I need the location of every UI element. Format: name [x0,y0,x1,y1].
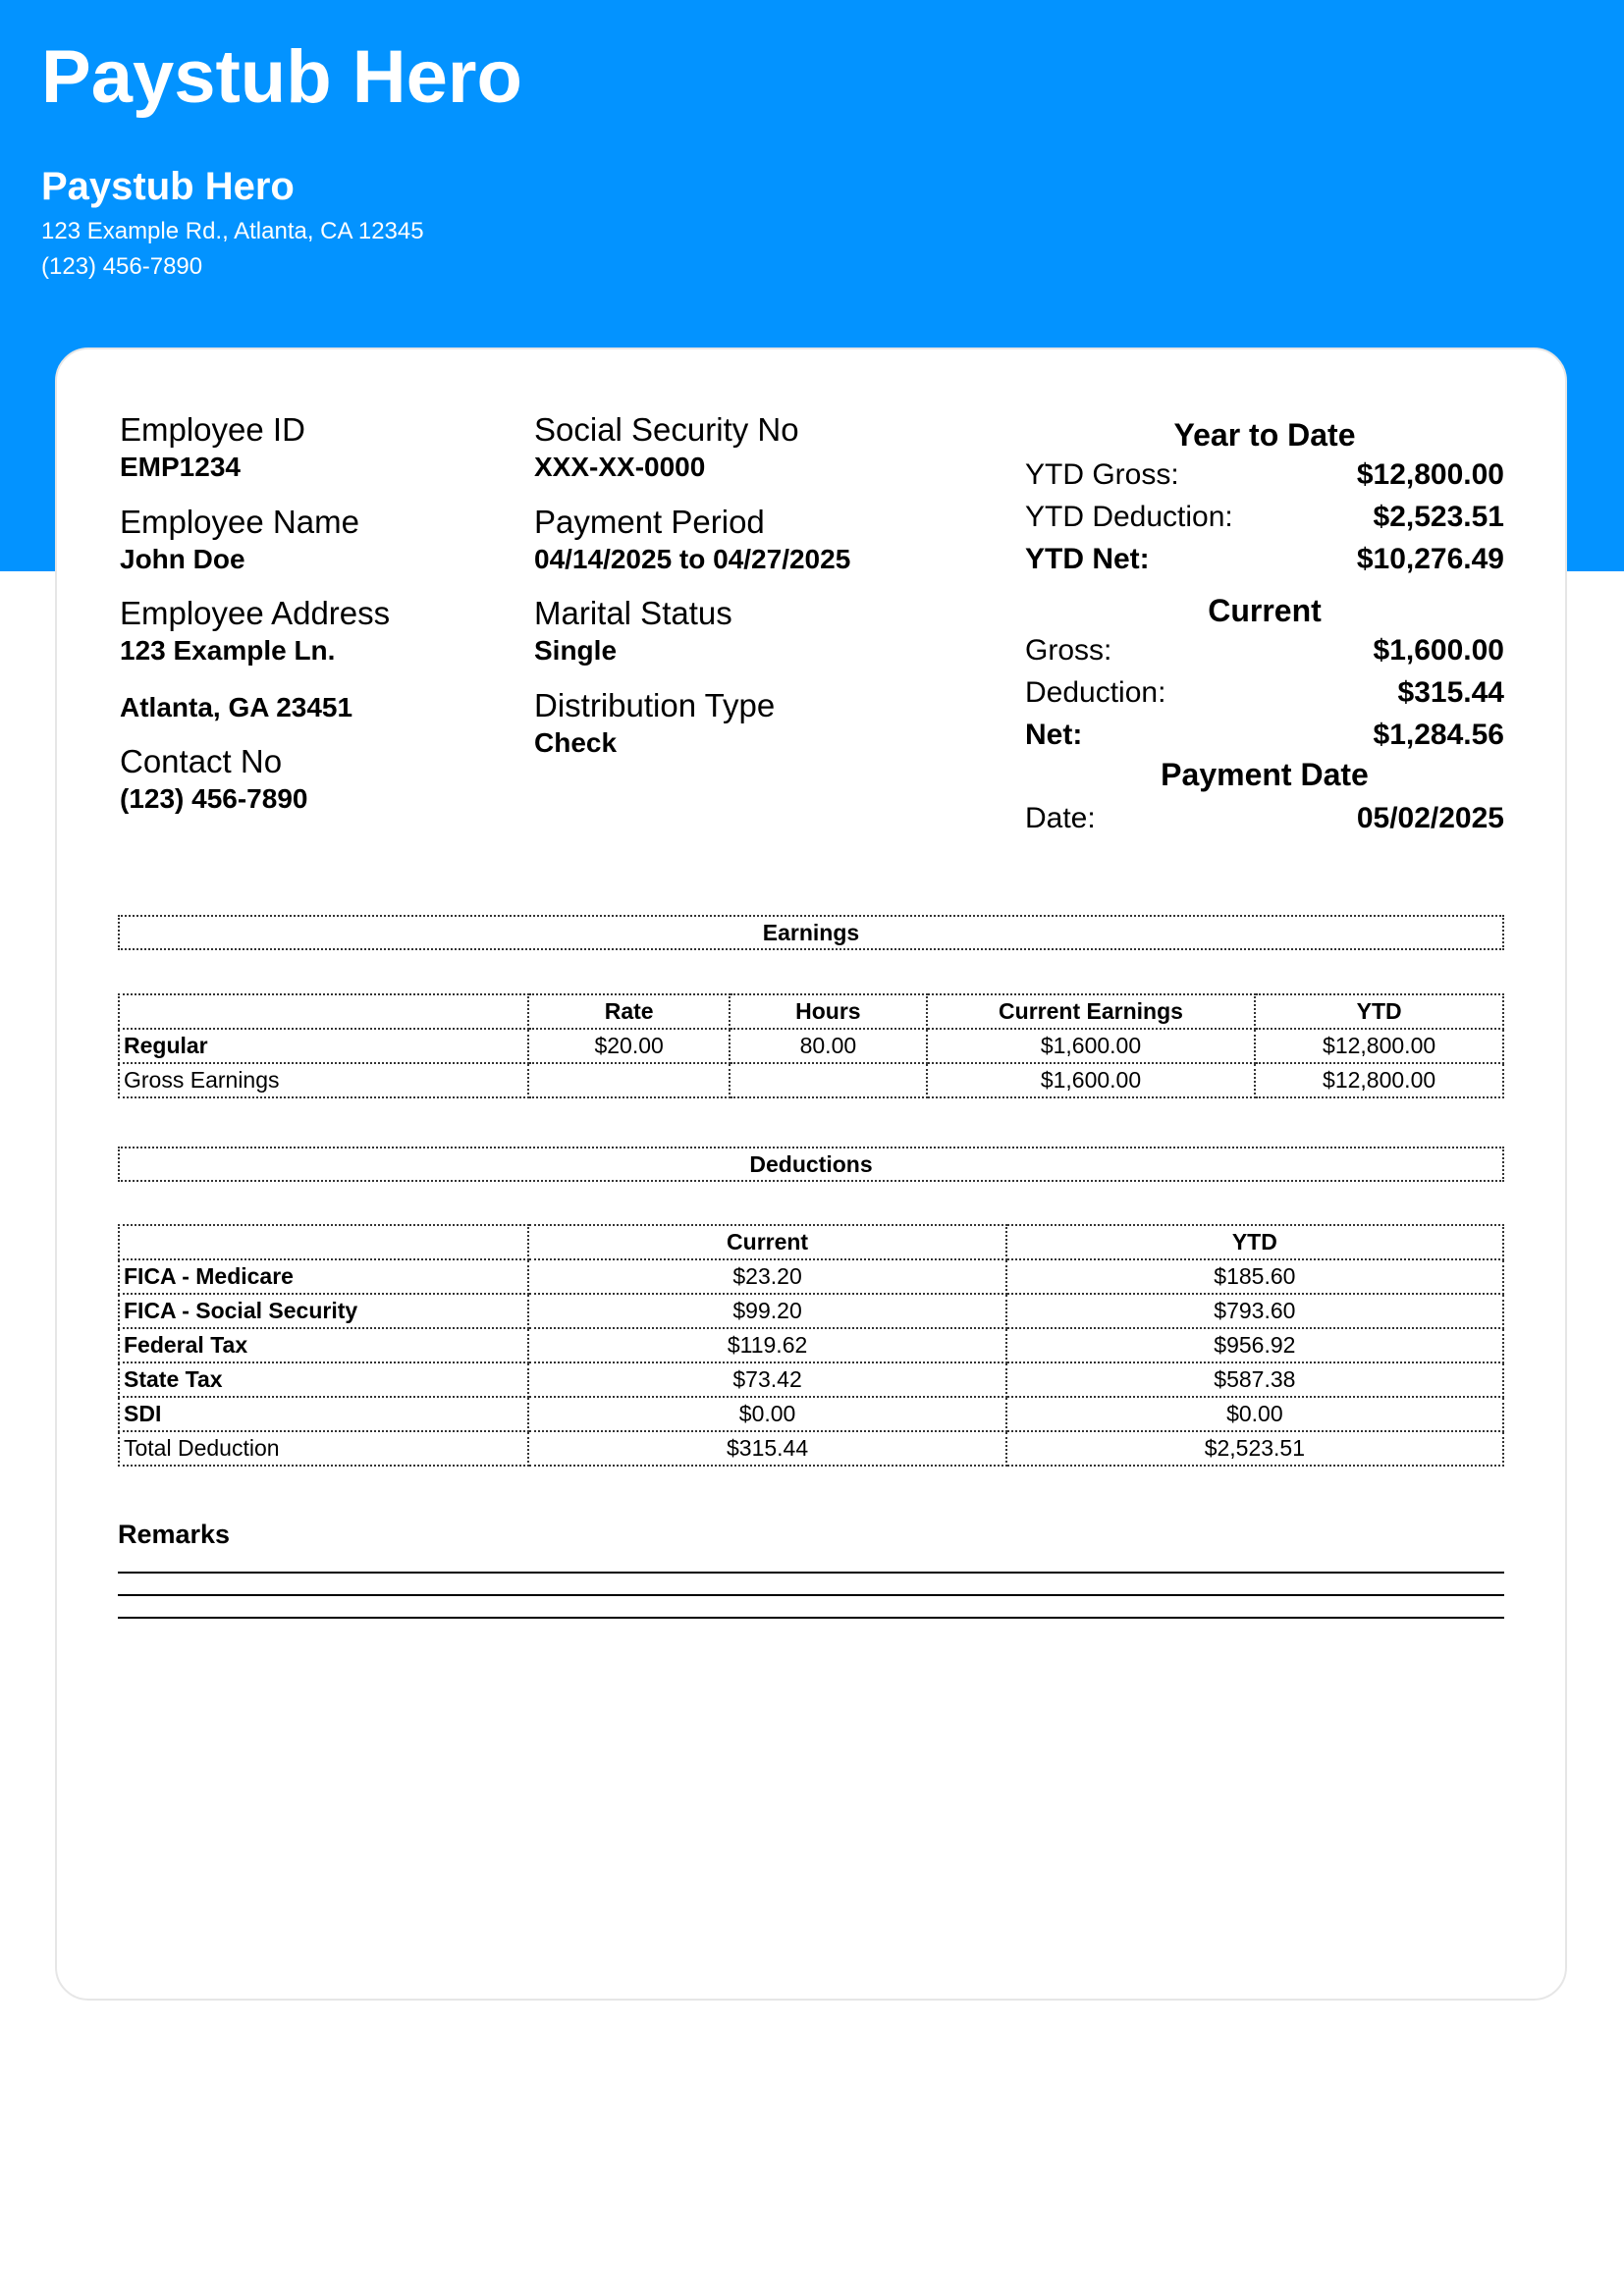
deduction-current: $23.20 [528,1259,1005,1294]
deductions-header-row [119,1225,1503,1259]
deduction-ytd: $587.38 [1006,1362,1503,1397]
earning-type: Regular [119,1029,528,1063]
earnings-header-current: Current Earnings [927,994,1256,1029]
table-row [119,1328,1503,1362]
net-row [1025,714,1504,756]
deduction-current: $73.42 [528,1362,1005,1397]
contact-field [120,742,307,817]
payment-date-heading: Payment Date [1161,757,1369,792]
earning-type: Gross Earnings [119,1063,528,1097]
deductions-table [118,1224,1504,1467]
deduction-ytd: $185.60 [1006,1259,1503,1294]
deduction-current: $119.62 [528,1328,1005,1362]
gross-label: Gross: [1025,634,1112,667]
page-title: Paystub Hero [41,35,522,119]
net-label: Net: [1025,719,1083,751]
deduction-type: FICA - Medicare [119,1259,528,1294]
current-heading: Current [1208,593,1322,628]
employee-id-label: Employee ID [120,411,305,448]
gross-row [1025,629,1504,671]
ytd-net-label: YTD Net: [1025,543,1150,575]
ytd-net-row [1025,538,1504,580]
table-row [119,1362,1503,1397]
employee-address-line1: 123 Example Ln. [120,635,336,666]
employee-name-value: John Doe [120,544,245,574]
company-address: 123 Example Rd., Atlanta, CA 12345 [41,218,424,244]
ytd-heading: Year to Date [1173,417,1356,453]
employee-address-line2: Atlanta, GA 23451 [120,692,353,722]
distribution-type-field [534,686,775,761]
ytd-gross-value: $12,800.00 [1356,458,1504,491]
payment-date-value: 05/02/2025 [1356,802,1504,834]
deductions-header-ytd: YTD [1006,1225,1503,1259]
table-row [119,1063,1503,1097]
deduction-current: $99.20 [528,1294,1005,1328]
earnings-section-title: Earnings [118,915,1504,950]
ytd-gross-label: YTD Gross: [1025,458,1179,491]
ytd-gross-row [1025,454,1504,496]
ytd-net-value: $10,276.49 [1356,543,1504,575]
distribution-type-label: Distribution Type [534,687,776,723]
remarks-line [118,1572,1504,1574]
employee-name-label: Employee Name [120,504,359,540]
earning-hours: 80.00 [730,1029,927,1063]
deduction-ytd: $793.60 [1006,1294,1503,1328]
deduction-ytd: $2,523.51 [1006,1431,1503,1466]
pay-summary [1025,416,1504,839]
deduction-current: $315.44 [528,1431,1005,1466]
table-row [119,1397,1503,1431]
table-row [119,1029,1503,1063]
marital-status-field [534,594,732,668]
table-row [119,1431,1503,1466]
table-row [119,1294,1503,1328]
earnings-header-hours: Hours [730,994,927,1029]
company-phone: (123) 456-7890 [41,253,203,280]
earnings-header-blank [119,994,528,1029]
deduction-ytd: $0.00 [1006,1397,1503,1431]
company-name: Paystub Hero [41,165,295,208]
contact-label: Contact No [120,743,283,779]
distribution-type-value: Check [534,727,618,758]
earnings-header-rate: Rate [528,994,730,1029]
deduction-type: FICA - Social Security [119,1294,528,1328]
deduction-current: $0.00 [528,1397,1005,1431]
remarks-line [118,1617,1504,1619]
payment-date-label: Date: [1025,802,1096,834]
table-row [119,1259,1503,1294]
deduction-type: State Tax [119,1362,528,1397]
deductions-header-blank [119,1225,528,1259]
ytd-deduction-value: $2,523.51 [1373,501,1504,533]
gross-value: $1,600.00 [1373,634,1504,667]
ssn-field [534,410,799,485]
deduction-type: Total Deduction [119,1431,528,1466]
ssn-label: Social Security No [534,411,799,448]
payment-period-value: 04/14/2025 to 04/27/2025 [534,544,851,574]
remarks-line [118,1594,1504,1596]
marital-status-value: Single [534,635,618,666]
deductions-section-title: Deductions [118,1147,1504,1182]
payment-date-row [1025,797,1504,839]
employee-address-label: Employee Address [120,595,391,631]
employee-name-field [120,503,359,577]
deduction-value: $315.44 [1397,676,1504,709]
earnings-header-ytd: YTD [1255,994,1503,1029]
ytd-deduction-label: YTD Deduction: [1025,501,1233,533]
employee-address-field [120,594,390,725]
deductions-header-current: Current [528,1225,1005,1259]
earnings-table [118,993,1504,1098]
ytd-deduction-row [1025,496,1504,538]
earning-ytd: $12,800.00 [1255,1063,1503,1097]
earning-current: $1,600.00 [927,1063,1256,1097]
contact-value: (123) 456-7890 [120,783,308,814]
payment-period-field [534,503,850,577]
employee-id-value: EMP1234 [120,452,241,482]
deduction-type: SDI [119,1397,528,1431]
earning-ytd: $12,800.00 [1255,1029,1503,1063]
earnings-header-row [119,994,1503,1029]
payment-period-label: Payment Period [534,504,765,540]
net-value: $1,284.56 [1373,719,1504,751]
earning-rate [528,1063,730,1097]
earning-hours [730,1063,927,1097]
earning-rate: $20.00 [528,1029,730,1063]
marital-status-label: Marital Status [534,595,732,631]
earning-current: $1,600.00 [927,1029,1256,1063]
deduction-type: Federal Tax [119,1328,528,1362]
employee-id-field [120,410,305,485]
remarks-label: Remarks [118,1520,231,1549]
ssn-value: XXX-XX-0000 [534,452,706,482]
deduction-row [1025,671,1504,714]
deduction-label: Deduction: [1025,676,1166,709]
deduction-ytd: $956.92 [1006,1328,1503,1362]
